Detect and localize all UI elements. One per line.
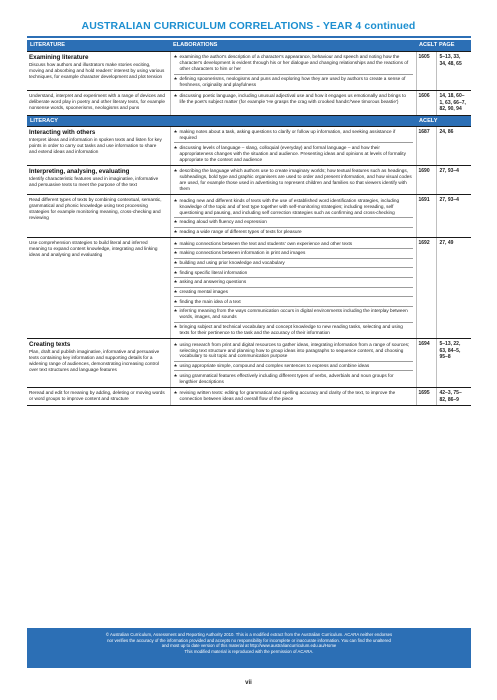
elaborations-cell <box>170 91 416 116</box>
footer-line: and most up to date version of this material at http://www.australiancurriculum.edu.au/Home <box>161 643 337 649</box>
star-bullet-icon: ★ <box>173 250 178 256</box>
elaborations-cell <box>170 339 416 388</box>
page-references: 27, 49 <box>436 238 471 339</box>
table-row <box>27 91 471 116</box>
page-title: AUSTRALIAN CURRICULUM CORRELATIONS - YEAR 4 continued <box>81 20 416 32</box>
star-bullet-icon: ★ <box>173 269 178 275</box>
elaboration-text: asking and answering questions <box>179 279 247 285</box>
elaboration-item <box>174 277 413 287</box>
star-bullet-icon: ★ <box>173 219 178 225</box>
elaboration-text: defining spoonerisms, neologisms and puns and exploring how they are used by authors to create a sense of freshness, originality and playfulness <box>179 75 406 87</box>
elaboration-text: reading new and different kinds of texts with the use of established word identification strategies, including knowledge of the topic and of text type together with self-monitoring strategies; including rereading, self questioning and pausing, and including self correction strategies such as confirming and cross-checking <box>179 197 400 215</box>
content-description-cell <box>27 238 170 339</box>
acely-header: ACELY <box>416 115 436 126</box>
page-references: 5–13, 22, 63, 84–5, 95–8 <box>436 339 471 388</box>
table-row <box>27 388 471 406</box>
elaboration-item <box>174 370 413 386</box>
elaboration-text: making connections between the text and students' own experience and other texts <box>179 240 353 246</box>
star-bullet-icon: ★ <box>173 168 178 174</box>
star-bullet-icon: ★ <box>173 308 178 314</box>
elaborations-cell <box>170 52 416 91</box>
elaboration-text: using appropriate simple, compound and complex sentences to express and combine ideas <box>179 363 370 369</box>
content-description-cell <box>27 52 170 91</box>
elaboration-text: making connections between information in print and images <box>179 250 306 256</box>
elaboration-text: finding the main idea of a text <box>179 298 241 304</box>
star-bullet-icon: ★ <box>173 363 178 369</box>
elaboration-item <box>174 196 413 217</box>
title-rule <box>27 36 471 38</box>
literature-header: LITERATURE <box>27 40 170 52</box>
star-bullet-icon: ★ <box>173 228 178 234</box>
star-bullet-icon: ★ <box>173 372 178 378</box>
elaboration-item <box>174 92 413 107</box>
correlation-table <box>27 40 471 406</box>
elaboration-text: describing the language which authors use to create imaginary worlds; how textual features such as headings, subheadings, bold type and graphic organisers are used to order and present information, and how visual codes are used, for example those used in advertising to represent children and families so that viewers identify with them <box>179 168 412 192</box>
acelt-header: ACELT <box>416 40 436 52</box>
star-bullet-icon: ★ <box>173 341 178 347</box>
literacy-header: LITERACY <box>27 115 170 126</box>
literacy-header-page-blank <box>436 115 471 126</box>
content-description: Use comprehension strategies to build literal and inferred meaning to expand content knowledge, integrating and linking ideas and analysing and evaluating <box>29 240 158 258</box>
star-bullet-icon: ★ <box>173 289 178 295</box>
page-number: vii <box>245 680 252 686</box>
curriculum-code: 1695 <box>416 388 436 406</box>
elaboration-text: revising written texts: editing for grammatical and spelling accuracy and clarity of the text, to improve the connection between ideas and overall flow of the piece <box>179 390 396 402</box>
page-references: 5–13, 33, 34, 48, 65 <box>436 52 471 91</box>
elaboration-item <box>174 128 413 143</box>
page-references: 42–3, 75–82, 86–9 <box>436 388 471 406</box>
elaboration-text: bringing subject and technical vocabulary and concept knowledge to new reading tasks, selecting and using texts for their pertinence to the task and the accuracy of their information <box>179 324 403 335</box>
footer-line: nor verifies the accuracy of the information provided and accepts no responsibility for incomplete or inaccurate information. You can find the unaltered <box>107 637 391 643</box>
content-description: Plan, draft and publish imaginative, informative and persuasive texts containing key information and supporting details for a widening range of audiences, demonstrating increasing control over text structures and language features <box>29 349 160 373</box>
table-row <box>27 165 471 194</box>
strand-heading: Interpreting, analysing, evaluating <box>29 167 130 175</box>
elaboration-text: building and using prior knowledge and vocabulary <box>179 260 285 266</box>
star-bullet-icon: ★ <box>173 144 178 150</box>
table-row <box>27 126 471 165</box>
elaboration-item <box>174 217 413 227</box>
elaboration-item <box>174 53 413 74</box>
page-references: 24, 86 <box>436 126 471 165</box>
star-bullet-icon: ★ <box>173 240 178 246</box>
content-description-cell <box>27 339 170 388</box>
star-bullet-icon: ★ <box>173 390 178 396</box>
elaboration-text: discussing poetic language, including unusual adjectival use and how it engages us emotionally and brings to life the poet's subject matter (for example 'He grasps the crag with crooked hands'/'wee timorous beastie') <box>179 93 406 105</box>
content-description: Understand, interpret and experiment with a range of devices and deliberate word play in poetry and other literary texts, for example nonsense words, spoonerisms, neologisms and puns <box>29 93 166 110</box>
curriculum-code: 1692 <box>416 238 436 339</box>
elaboration-item <box>174 142 413 164</box>
elaboration-item <box>174 296 413 306</box>
elaboration-item <box>174 258 413 268</box>
elaboration-item <box>174 74 413 90</box>
elaboration-item <box>174 167 413 193</box>
content-description: Read different types of texts by combining contextual, semantic, grammatical and phonic knowledge using text processing strategies for example monitoring meaning, cross-checking and reviewing <box>29 197 162 221</box>
curriculum-code: 1606 <box>416 91 436 116</box>
curriculum-code: 1694 <box>416 339 436 388</box>
literacy-section <box>27 126 471 405</box>
star-bullet-icon: ★ <box>173 279 178 285</box>
content-description: Discuss how authors and illustrators make stories exciting, moving and absorbing and hold readers' interest by using various techniques, for example character development and plot tension <box>29 62 165 79</box>
elaboration-text: reading aloud with fluency and expression <box>179 219 267 225</box>
footer-line: © Australian Curriculum, Assessment and Reporting Authority 2010. This is a modified extract from the Australian Curriculum. ACARA neither endorses <box>105 632 393 637</box>
curriculum-code: 1605 <box>416 52 436 91</box>
elaboration-text: using research from print and digital resources to gather ideas, integrating information from a range of sources; selecting text structure and planning how to group ideas into paragraphs to sequence content, and choosing vocabulary to suit topic and communication purpose <box>179 341 410 359</box>
content-description-cell <box>27 126 170 165</box>
table-row <box>27 52 471 91</box>
elaboration-item <box>174 267 413 277</box>
star-bullet-icon: ★ <box>173 129 178 135</box>
page-references: 14, 18, 60–1, 63, 66–7, 82, 90, 94 <box>436 91 471 116</box>
literature-section <box>27 52 471 116</box>
elaboration-item <box>174 248 413 258</box>
star-bullet-icon: ★ <box>173 298 178 304</box>
elaboration-text: discussing levels of language – slang, colloquial (everyday) and formal language – and how their appropriateness changes with the situation and audience. Presenting ideas and opinions at levels of formality appropriate to the context and audience <box>179 144 406 162</box>
elaborations-header: ELABORATIONS <box>170 40 416 52</box>
content-description-cell <box>27 165 170 194</box>
elaboration-text: reading a wide range of different types of texts for pleasure <box>179 228 302 234</box>
star-bullet-icon: ★ <box>173 75 178 81</box>
star-bullet-icon: ★ <box>173 54 178 60</box>
elaboration-text: making notes about a task, asking questions to clarify or follow up information, and seeking assistance if required <box>179 129 396 141</box>
curriculum-code: 1687 <box>416 126 436 165</box>
content-description-cell <box>27 91 170 116</box>
strand-heading: Interacting with others <box>29 128 96 136</box>
strand-heading: Examining literature <box>29 54 89 61</box>
elaboration-item <box>174 322 413 338</box>
elaboration-item <box>174 227 413 237</box>
star-bullet-icon: ★ <box>173 93 178 99</box>
literacy-header-blank <box>170 115 416 126</box>
page-references: 27, 93–4 <box>436 195 471 238</box>
content-description: Identify characteristic features used in imaginative, informative and persuasive texts to meet the purpose of the text <box>29 176 159 187</box>
elaboration-item <box>174 361 413 371</box>
curriculum-code: 1691 <box>416 195 436 238</box>
content-description: Reread and edit for meaning by adding, deleting or moving words or word groups to improve content and structure <box>29 390 165 401</box>
elaboration-text: inferring meaning from the ways communication occurs in digital environments including the interplay between words, images, and sounds <box>179 308 408 320</box>
literacy-header-row <box>27 115 471 126</box>
elaboration-item <box>174 306 413 322</box>
content-description: Interpret ideas and information in spoken texts and listen for key points in order to carry out tasks and use information to share and extend ideas and information <box>29 136 162 154</box>
table-row <box>27 195 471 238</box>
content-description-cell <box>27 388 170 406</box>
page-references: 27, 93–4 <box>436 165 471 194</box>
elaborations-cell <box>170 195 416 238</box>
footer-line: This modified material is reproduced with the permission of ACARA. <box>184 648 314 654</box>
elaborations-cell <box>170 388 416 406</box>
elaborations-cell <box>170 238 416 339</box>
star-bullet-icon: ★ <box>173 324 178 330</box>
elaboration-text: examining the author's description of a character's appearance, behaviour and speech and noting how the character's development is evident through his or her dialogue and changing relationships and the reactions of other characters to him or her <box>179 54 409 72</box>
curriculum-code: 1690 <box>416 165 436 194</box>
table-row <box>27 339 471 388</box>
content-description-cell <box>27 195 170 238</box>
table-header-row <box>27 40 471 52</box>
elaboration-item <box>174 340 413 361</box>
table-row <box>27 238 471 339</box>
elaboration-item <box>174 287 413 297</box>
strand-heading: Creating texts <box>29 341 71 349</box>
elaboration-text: using grammatical features effectively including different types of verbs, adverbials and noun groups for lengthier descriptions <box>179 372 394 384</box>
star-bullet-icon: ★ <box>173 197 178 203</box>
elaboration-text: finding specific literal information <box>179 269 248 275</box>
elaboration-text: creating mental images <box>179 289 228 295</box>
star-bullet-icon: ★ <box>173 260 178 266</box>
elaboration-item <box>174 239 413 248</box>
copyright-footer <box>27 628 471 668</box>
page-header: PAGE <box>436 40 471 52</box>
elaborations-cell <box>170 165 416 194</box>
elaborations-cell <box>170 126 416 165</box>
elaboration-item <box>174 389 413 404</box>
